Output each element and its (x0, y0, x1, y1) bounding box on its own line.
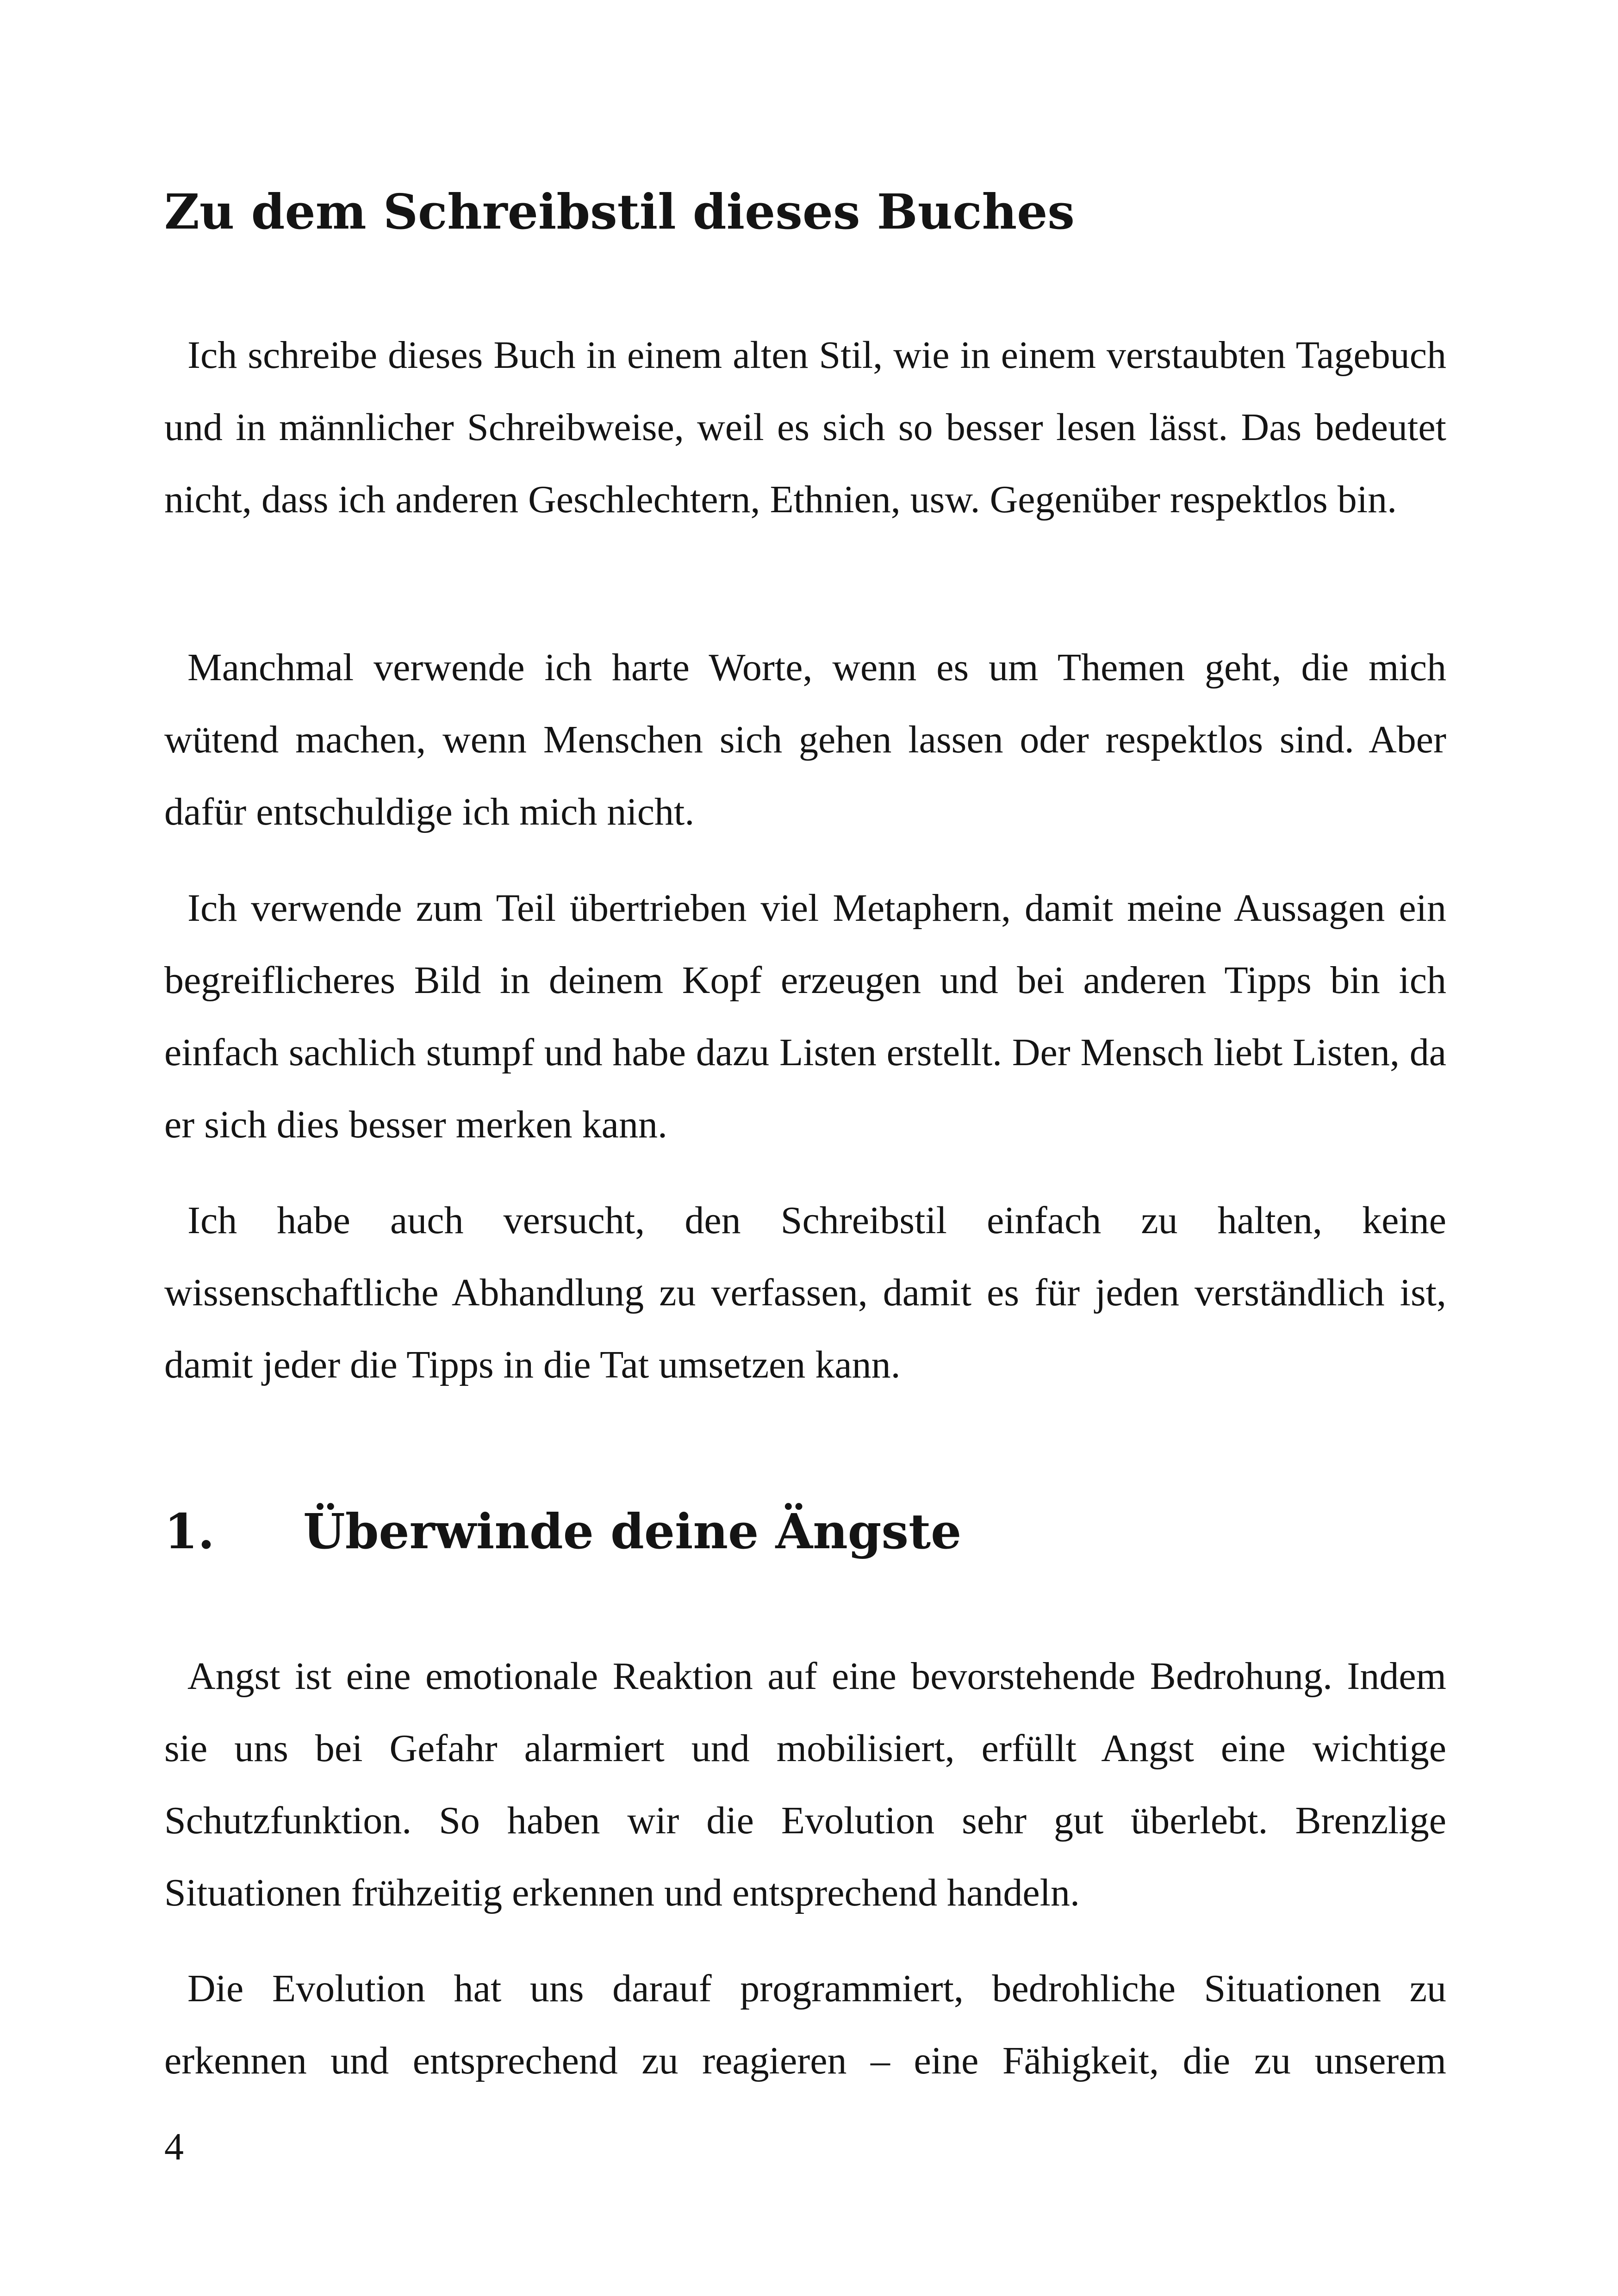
section-body-3 (164, 872, 1446, 1161)
paragraph-evolution: Die Evolution hat uns darauf programmiert, bedrohliche Situationen zu erkennen und entsprechend zu reagieren – eine Fähigkeit, die zu unserem (164, 1967, 1446, 2082)
section-body-4 (164, 1185, 1446, 1401)
paragraph-writing-style: Ich schreibe dieses Buch in einem alten Stil, wie in einem verstaubten Tagebuch und in männlicher Schreibweise, weil es sich so besser lesen lässt. Das bedeutet nicht, dass ich anderen Geschlechtern, Ethnien, usw. Gegenüber respektlos bin. (164, 334, 1446, 521)
chapter-title: Überwinde deine Ängste (303, 1503, 962, 1560)
chapter-heading (164, 1504, 1446, 1559)
section-body-2 (164, 632, 1446, 848)
chapter-number: 1. (164, 1503, 215, 1560)
paragraph-metaphors: Ich verwende zum Teil übertrieben viel Metaphern, damit meine Aussagen ein begreiflicheres Bild in deinem Kopf erzeugen und bei anderen Tipps bin ich einfach sachlich stumpf und habe dazu Listen erstellt. Der Mensch liebt Listen, da er sich dies besser merken kann. (164, 887, 1446, 1146)
paragraph-harsh-words: Manchmal verwende ich harte Worte, wenn es um Themen geht, die mich wütend machen, wenn Menschen sich gehen lassen oder respektlos sind. Aber dafür entschuldige ich mich nicht. (164, 646, 1446, 833)
paragraph-simple-style: Ich habe auch versucht, den Schreibstil einfach zu halten, keine wissenschaftliche Abhandlung zu verfassen, damit es für jeden verständlich ist, damit jeder die Tipps in die Tat umsetzen kann. (164, 1199, 1446, 1386)
chapter-body (164, 1640, 1446, 1929)
section-body (164, 319, 1446, 536)
section-heading: Zu dem Schreibstil dieses Buches (164, 183, 1075, 240)
chapter-body-2 (164, 1953, 1446, 2097)
page-number: 4 (164, 2125, 184, 2168)
paragraph-fear-definition: Angst ist eine emotionale Reaktion auf eine bevorstehende Bedrohung. Indem sie uns bei Gefahr alarmiert und mobilisiert, erfüllt Angst eine wichtige Schutzfunktion. So haben wir die Evolution sehr gut überlebt. Brenzlige Situationen frühzeitig erkennen und entsprechend handeln. (164, 1655, 1446, 1914)
